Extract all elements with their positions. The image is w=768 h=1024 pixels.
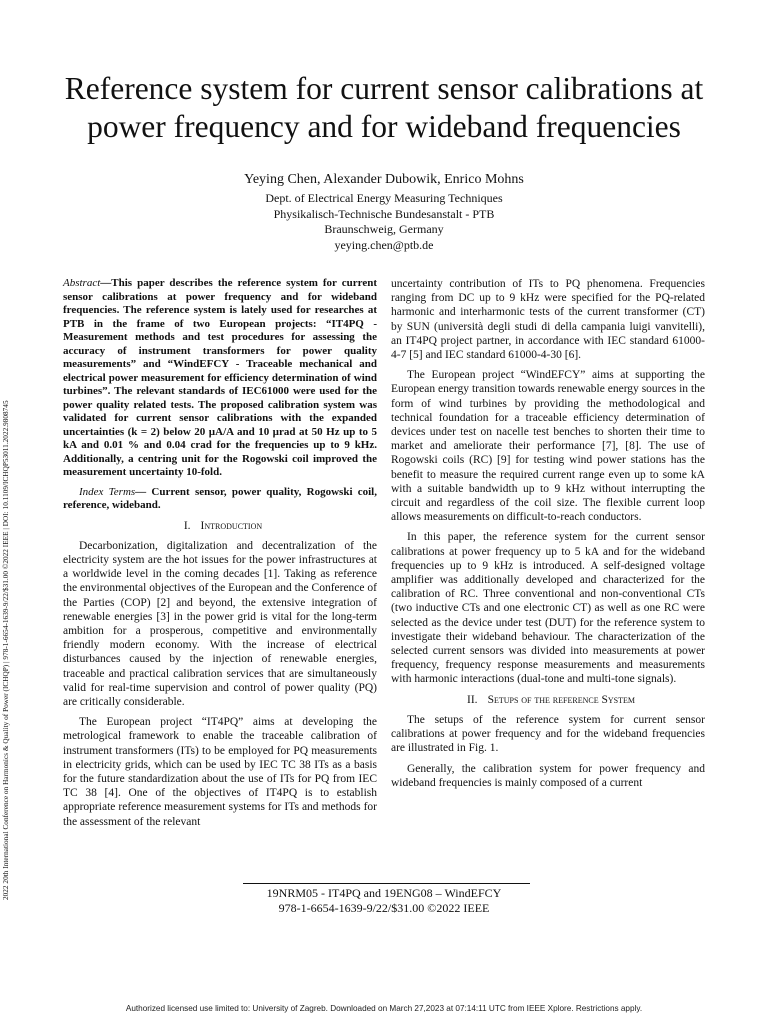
paragraph: The European project “IT4PQ” aims at developing the metrological framework to enable the traceable calibration of instrument transformers (ITs) to be employed for PQ measurements in electricity grids, which can be used by IEC TC 38 ITs as a basis for the future standardization about the use of ITs for PQ from IEC TC 38 [4]. One of the objectives of IT4PQ is to establish appropriate reference measurement systems for ITs and methods for the assessment of the relevant: [63, 716, 377, 828]
author-list: Yeying Chen, Alexander Dubowik, Enrico Mohns: [244, 172, 524, 187]
abstract-label: Abstract: [63, 277, 101, 289]
section-title: Introduction: [200, 519, 263, 532]
side-margin-note: [2, 160, 18, 900]
affiliation-block: [0, 191, 768, 253]
index-terms: [63, 486, 377, 513]
affiliation-city: Braunschweig, Germany: [324, 222, 444, 236]
index-terms-text: — Current sensor, power quality, Rogowski coil, reference, wideband.: [63, 485, 377, 511]
side-note-text: 2022 20th International Conference on Harmonics & Quality of Power (ICHQP) | 978-1-6654-1639-9/22/$31.00 ©2022 IEEE | DOI: 10.1109/ICHQP53011.2022.9808745: [2, 400, 10, 900]
footnote-copyright: 978-1-6654-1639-9/22/$31.00 ©2022 IEEE: [278, 901, 490, 915]
paragraph: The setups of the reference system for current sensor calibrations at power frequency and for the wideband frequencies are illustrated in Fig. 1.: [391, 713, 705, 755]
paragraph: In this paper, the reference system for the current sensor calibrations at power frequency up to 5 kA and for the wideband frequencies up to 9 kHz is introduced. A self-designed voltage amplifier was additionally developed and characterized for the calibration of RC. Three conventional and non-conventional CTs (two inductive CTs and one electronic CT) as well as one RC were selected as the device under test (DUT) for the reference system to investigate their wideband behaviour. The characterization of the selected current sensors was divided into measurements at power frequency, frequency response measurements and measurements with harmonic interactions (dual-tone and multi-tone signals).: [391, 531, 705, 686]
affiliation-department: Dept. of Electrical Energy Measuring Techniques: [265, 191, 503, 205]
section-heading-introduction: [63, 519, 377, 533]
left-column: [63, 277, 377, 835]
license-notice: Authorized licensed use limited to: University of Zagreb. Downloaded on March 27,2023 at 07:14:11 UTC from IEEE Xplore. Restrictions apply.: [125, 1004, 643, 1013]
paper-title: Reference system for current sensor calibrations at power frequency and for wideband frequencies: [64, 71, 704, 144]
paragraph: The European project “WindEFCY” aims at supporting the European energy transition towards renewable energy sources in the form of wind turbines by providing the methodological and technical foundation for a traceable efficiency determination of devices under test on nacelle test benches to shorten their time to market and ameliorate their performance [7], [8]. The use of Rogowski coils (RC) [9] for testing wind power stations has the benefit to measure the required current range even up to some kA with a suitable bandwidth up to 9 kHz without interrupting the circuit and regardless of the coil size. The flexible current loop allows measurements on difficult-to-reach conductors.: [391, 369, 705, 524]
footnote-funding: 19NRM05 - IT4PQ and 19ENG08 – WindEFCY: [266, 886, 502, 900]
author-email[interactable]: yeying.chen@ptb.de: [334, 237, 434, 252]
abstract-text: —This paper describes the reference system for current sensor calibrations at power frequency and for wideband frequencies. The reference system is lately used for researches at PTB in the frame of two European projects: “IT4PQ - Measurement methods and test procedures for assessing the accuracy of instrument transformers for power quality measurements” and “WindEFCY - Traceable mechanical and electrical power measurement for efficiency determination of wind turbines”. The relevant standards of IEC61000 were used for the power quality related tests. The proposed calibration system was validated for current sensor calibrations with the expanded uncertainties (k = 2) below 20 µA/A and 10 µrad at 50 Hz up to 5 kA and 0.01 % and 0.04 crad for the frequencies up to 9 kHz. Additionally, a centring unit for the Rogowski coil improved the measurement uncertainty 10-fold.: [63, 277, 377, 478]
footnote: [0, 886, 768, 916]
footnote-divider: [243, 883, 530, 884]
abstract: [63, 277, 377, 480]
section-number: I.: [183, 519, 191, 532]
section-title: Setups of the reference System: [487, 693, 635, 706]
section-number: II.: [467, 693, 478, 706]
paragraph: Generally, the calibration system for power frequency and wideband frequencies is mainly composed of a current: [391, 762, 705, 789]
paragraph: Decarbonization, digitalization and decentralization of the electricity system are the hot issues for the power infrastructures at a worldwide level in the coming decades [1]. Taking as reference the environmental objectives of the European and the Conference of the Parties (COP) [2] and beyond, the extensive integration of renewable energies [3] in the power grid is vital for the long-term ambition for a prosperous, competitive and environmentally friendly modern economy. With the increase of electrical disturbances caused by the injection of renewable energies, traceable and practical calibration services that are simultaneously valid for real-time supervision and control of power quality (PQ) are critically considerable.: [63, 539, 377, 708]
index-terms-label: Index Terms: [79, 485, 136, 498]
paragraph: uncertainty contribution of ITs to PQ phenomena. Frequencies ranging from DC up to 9 kHz were specified for the PQ-related harmonic and interharmonic tests of the current transformer (CT) by SUN (università degli studi di della campania luigi vanvitelli), an IT4PQ project partner, in accordance with IEC standard 61000-4-7 [5] and IEC standard 61000-4-30 [6].: [391, 278, 705, 362]
section-heading-setups: [391, 693, 705, 707]
affiliation-institute: Physikalisch-Technische Bundesanstalt - PTB: [273, 206, 495, 221]
right-column: [391, 277, 705, 796]
